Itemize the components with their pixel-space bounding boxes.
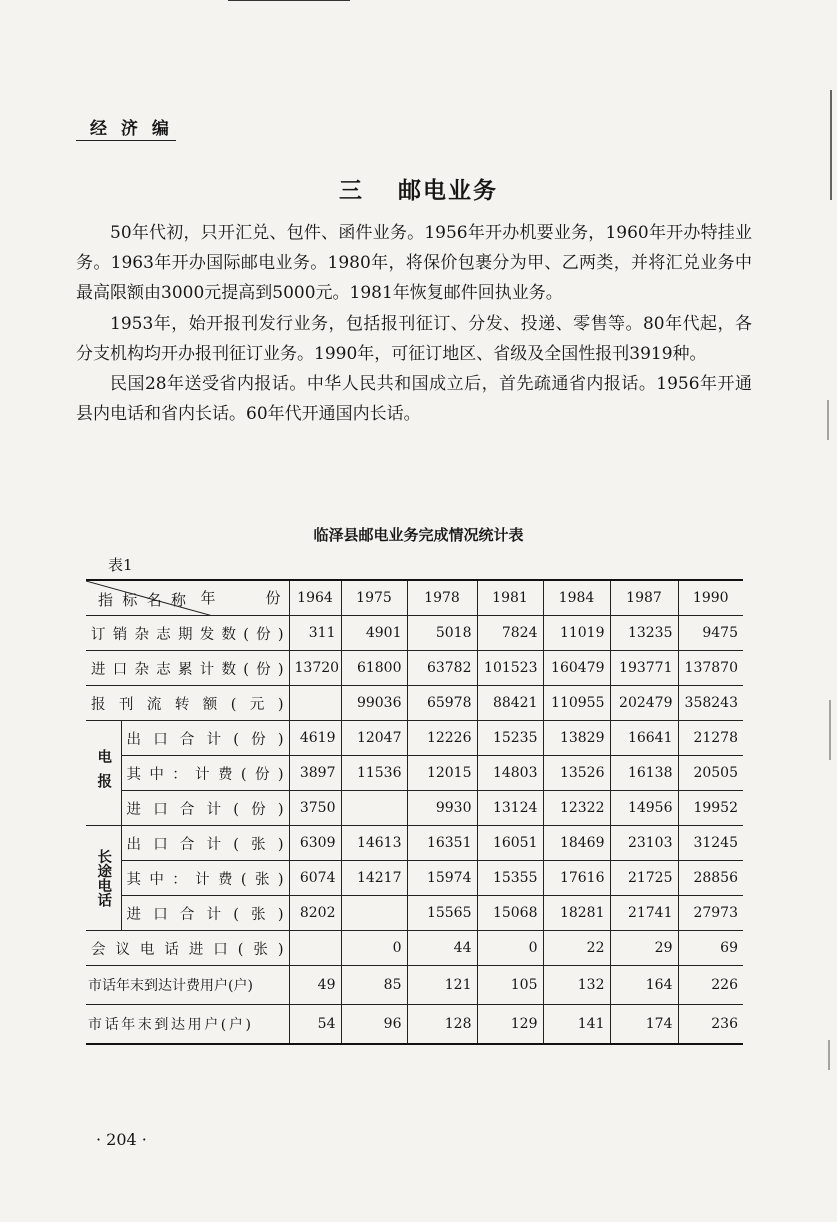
value-cell: 16051 (477, 826, 543, 861)
value-cell: 21278 (678, 721, 743, 756)
value-cell: 20505 (678, 756, 743, 791)
value-cell: 105 (477, 966, 543, 1005)
value-cell: 13526 (543, 756, 610, 791)
year-header: 1990 (678, 580, 743, 616)
value-cell: 6309 (289, 826, 341, 861)
indicator-label: 订销杂志期发数(份) (86, 616, 289, 651)
value-cell: 85 (341, 966, 407, 1005)
value-cell: 99036 (341, 686, 407, 721)
paragraph: 1953年，始开报刊发行业务，包括报刊征订、分发、投递、零售等。80年代起，各分支机构均开办报刊征订业务。1990年，可征订地区、省级及全国性报刊3919种。 (76, 313, 752, 364)
value-cell: 14217 (341, 861, 407, 896)
group-label: 长途电话 (86, 826, 121, 931)
year-header: 1964 (289, 580, 341, 616)
value-cell: 13829 (543, 721, 610, 756)
value-cell: 3750 (289, 791, 341, 826)
value-cell: 7824 (477, 616, 543, 651)
value-cell: 31245 (678, 826, 743, 861)
value-cell: 63782 (407, 651, 477, 686)
value-cell: 160479 (543, 651, 610, 686)
value-cell: 96 (341, 1005, 407, 1045)
value-cell: 174 (610, 1005, 678, 1045)
value-cell: 16641 (610, 721, 678, 756)
table-number: 表1 (108, 556, 133, 574)
value-cell: 193771 (610, 651, 678, 686)
value-cell: 12047 (341, 721, 407, 756)
year-header: 1978 (407, 580, 477, 616)
indicator-label: 其中：计费(张) (121, 861, 289, 896)
value-cell: 4901 (341, 616, 407, 651)
value-cell: 15068 (477, 896, 543, 931)
value-cell: 101523 (477, 651, 543, 686)
value-cell: 164 (610, 966, 678, 1005)
value-cell: 226 (678, 966, 743, 1005)
indicator-label: 进口杂志累计数(份) (86, 651, 289, 686)
indicator-label: 其中：计费(份) (121, 756, 289, 791)
value-cell: 358243 (678, 686, 743, 721)
value-cell: 202479 (610, 686, 678, 721)
value-cell: 61800 (341, 651, 407, 686)
value-cell: 9475 (678, 616, 743, 651)
value-cell: 54 (289, 1005, 341, 1045)
value-cell: 137870 (678, 651, 743, 686)
year-header: 1981 (477, 580, 543, 616)
value-cell: 28856 (678, 861, 743, 896)
value-cell: 12015 (407, 756, 477, 791)
value-cell: 128 (407, 1005, 477, 1045)
indicator-label: 市话年末到达计费用户(户) (86, 966, 289, 1005)
value-cell: 0 (341, 931, 407, 966)
value-cell: 11536 (341, 756, 407, 791)
value-cell: 11019 (543, 616, 610, 651)
value-cell: 21741 (610, 896, 678, 931)
value-cell: 4619 (289, 721, 341, 756)
value-cell: 14613 (341, 826, 407, 861)
value-cell: 13124 (477, 791, 543, 826)
paragraph: 50年代初，只开汇兑、包件、函件业务。1956年开办机要业务，1960年开办特挂业务。1963年开办国际邮电业务。1980年，将保价包裹分为甲、乙两类，并将汇兑业务中最高限额由3000元提高到5000元。1981年恢复邮件回执业务。 (76, 223, 752, 304)
value-cell: 27973 (678, 896, 743, 931)
value-cell: 3897 (289, 756, 341, 791)
value-cell: 8202 (289, 896, 341, 931)
value-cell: 5018 (407, 616, 477, 651)
value-cell: 18281 (543, 896, 610, 931)
value-cell: 16351 (407, 826, 477, 861)
indicator-label: 进口合计(份) (121, 791, 289, 826)
indicator-label: 出口合计(张) (121, 826, 289, 861)
value-cell: 6074 (289, 861, 341, 896)
indicator-label: 会议电话进口(张) (86, 931, 289, 966)
value-cell: 18469 (543, 826, 610, 861)
table-title: 临泽县邮电业务完成情况统计表 (313, 526, 524, 544)
value-cell: 88421 (477, 686, 543, 721)
title-text: 邮电业务 (398, 177, 498, 204)
value-cell: 15355 (477, 861, 543, 896)
value-cell: 14956 (610, 791, 678, 826)
value-cell: 65978 (407, 686, 477, 721)
value-cell: 69 (678, 931, 743, 966)
value-cell: 0 (477, 931, 543, 966)
title-number: 三 (339, 177, 364, 204)
value-cell: 49 (289, 966, 341, 1005)
header-indicator-label: 指 标 名 称 (98, 591, 186, 609)
value-cell: 13720 (289, 651, 341, 686)
paragraph: 民国28年送受省内报话。中华人民共和国成立后，首先疏通省内报话。1956年开通县内电话和省内长话。60年代开通国内长话。 (76, 374, 752, 425)
value-cell: 17616 (543, 861, 610, 896)
value-cell: 15565 (407, 896, 477, 931)
value-cell: 132 (543, 966, 610, 1005)
value-cell: 141 (543, 1005, 610, 1045)
year-header: 1984 (543, 580, 610, 616)
header-year-label: 年 份 (200, 589, 281, 607)
value-cell: 21725 (610, 861, 678, 896)
value-cell: 110955 (543, 686, 610, 721)
value-cell: 12322 (543, 791, 610, 826)
year-header: 1975 (341, 580, 407, 616)
value-cell: 15235 (477, 721, 543, 756)
indicator-label: 市话年末到达用户(户) (86, 1005, 289, 1045)
value-cell: 44 (407, 931, 477, 966)
value-cell: 236 (678, 1005, 743, 1045)
page-number: · 204 · (96, 1130, 147, 1149)
indicator-label: 出口合计(份) (121, 721, 289, 756)
value-cell: 13235 (610, 616, 678, 651)
value-cell: 129 (477, 1005, 543, 1045)
indicator-label: 报刊流转额(元) (86, 686, 289, 721)
value-cell: 22 (543, 931, 610, 966)
value-cell: 19952 (678, 791, 743, 826)
value-cell: 23103 (610, 826, 678, 861)
group-label: 电报 (86, 721, 121, 826)
section-label: 经 济 编 (90, 119, 173, 139)
indicator-label: 进口合计(张) (121, 896, 289, 931)
year-header: 1987 (610, 580, 678, 616)
value-cell: 29 (610, 931, 678, 966)
value-cell: 16138 (610, 756, 678, 791)
value-cell: 14803 (477, 756, 543, 791)
value-cell: 12226 (407, 721, 477, 756)
value-cell: 311 (289, 616, 341, 651)
value-cell: 15974 (407, 861, 477, 896)
value-cell: 9930 (407, 791, 477, 826)
value-cell: 121 (407, 966, 477, 1005)
